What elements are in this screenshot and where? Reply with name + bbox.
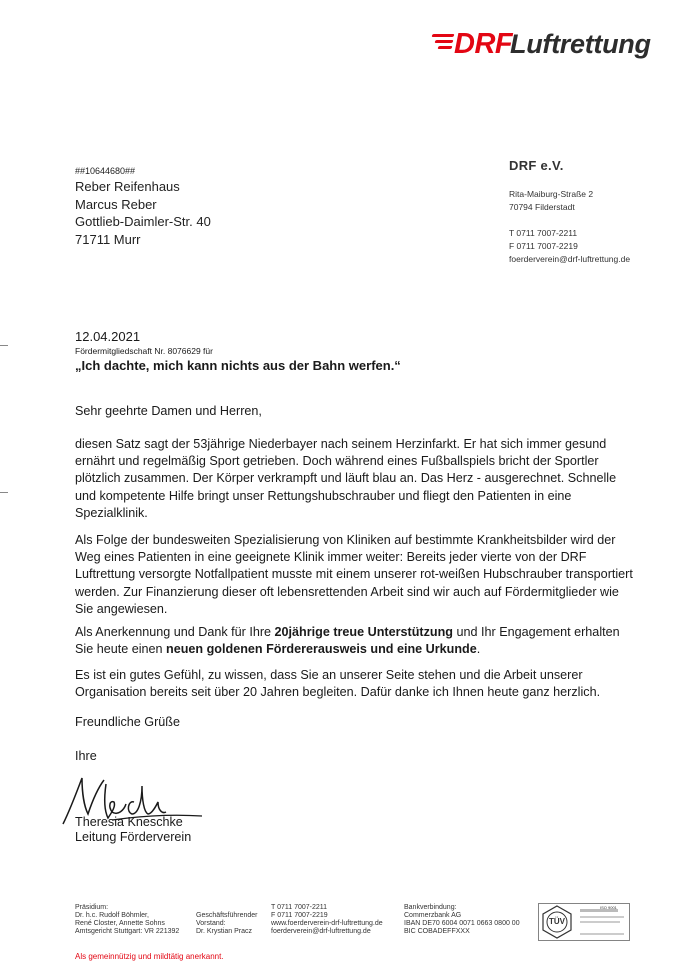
footer-iban: IBAN DE70 6004 0071 0663 0800 00 <box>404 920 520 927</box>
punch-mark <box>0 492 8 493</box>
sender-fax: F 0711 7007-2219 <box>509 241 578 251</box>
footer-executive <box>196 904 257 936</box>
closing: Freundliche Grüße <box>75 715 180 729</box>
footer-bic: BIC COBADEFFXXX <box>404 928 470 935</box>
footer-bank-name: Commerzbank AG <box>404 912 462 919</box>
paragraph-2: Als Folge der bundesweiten Spezialisierung von Kliniken auf bestimmte Krankheitsbilder wird der Weg eines Patienten in eine geeignete Klinik immer weiter: Bereits jeder vierte von der DRF Luftrettung versorgte Notfallpatient musste mit einem unserer rot-weißen Hubschrauber transportiert werden. Zur Finanzierung dieser oft lebensrettenden Arbeit sind wir auch auf Fördermitglieder wie Sie angewiesen. <box>75 533 633 616</box>
footer-fax: F 0711 7007-2219 <box>271 912 328 919</box>
letter-date: 12.04.2021 <box>75 329 141 344</box>
letter-subject: „Ich dachte, mich kann nichts aus der Bahn werfen.“ <box>75 358 401 373</box>
signature-prefix: Ihre <box>75 749 97 763</box>
logo-drf-text: DRF <box>454 28 513 60</box>
recipient-line-street: Gottlieb-Daimler-Str. 40 <box>75 214 211 229</box>
recipient-id: ##10644680## <box>75 166 136 176</box>
recipient-line-company: Reber Reifenhaus <box>75 179 180 194</box>
footer-board-line: René Closter, Annette Sohns <box>75 920 165 927</box>
tuv-label: TÜV <box>549 917 565 926</box>
logo-luftrettung-text: Luftrettung <box>510 29 651 59</box>
charity-status: Als gemeinnützig und mildtätig anerkannt. <box>75 952 224 961</box>
sender-street: Rita-Maiburg-Straße 2 <box>509 189 594 199</box>
tuv-certification-seal <box>538 903 630 941</box>
membership-number: Fördermitgliedschaft Nr. 8076629 für <box>75 346 213 356</box>
sender-city: 70794 Filderstadt <box>509 202 575 212</box>
footer-bank-title: Bankverbindung: <box>404 904 457 911</box>
footer-exec-name: Dr. Krystian Pracz <box>196 928 253 935</box>
footer-bank <box>404 904 520 936</box>
footer-phone: T 0711 7007-2211 <box>271 904 328 911</box>
sender-email: foerderverein@drf-luftrettung.de <box>509 254 631 264</box>
footer-court-register: Amtsgericht Stuttgart: VR 221392 <box>75 928 180 935</box>
sender-phone: T 0711 7007-2211 <box>509 228 578 238</box>
salutation: Sehr geehrte Damen und Herren, <box>75 404 262 418</box>
signatory-role: Leitung Förderverein <box>75 830 192 844</box>
fold-mark <box>0 345 8 346</box>
footer-board <box>75 904 179 936</box>
recipient-line-city: 71711 Murr <box>75 232 141 247</box>
iso-label: ISO 9001 <box>600 905 617 910</box>
footer-website-link[interactable]: www.foerderverein-drf-luftrettung.de <box>271 920 383 927</box>
p3-bold-card: neuen goldenen Fördererausweis und eine Urkunde <box>166 642 477 657</box>
paragraph-4: Es ist ein gutes Gefühl, zu wissen, dass Sie an unserer Seite stehen und die Arbeit unserer Organisation bereits seit über 20 Jahren begleiten. Dafür danke ich Ihnen heute ganz herzlich. <box>75 668 601 700</box>
footer-exec-title: Vorstand: <box>196 920 226 927</box>
p3-text-a: Als Anerkennung und Dank für Ihre <box>75 625 275 639</box>
footer-contact <box>271 904 383 936</box>
footer-spacer <box>196 904 257 912</box>
paragraph-3 <box>75 624 635 658</box>
p3-bold-loyalty: 20jährige treue Unterstützung <box>274 625 453 639</box>
p3-text-e: . <box>476 642 481 657</box>
footer-email-link[interactable]: foerderverein@drf-luftrettung.de <box>271 928 371 935</box>
sender-name: DRF e.V. <box>509 158 564 173</box>
drf-logo <box>430 26 651 62</box>
footer-board-title: Präsidium: <box>75 904 109 911</box>
p3-text-c: und Ihr Engagement erhalten Sie heute einen <box>75 625 620 657</box>
footer-board-line: Dr. h.c. Rudolf Böhmler, <box>75 912 149 919</box>
paragraph-1: diesen Satz sagt der 53jährige Niederbayer nach seinem Herzinfarkt. Er hat sich immer gesund ernährt und regelmäßig Sport getrieben. Doch während eines Fußballspiels bricht der Sportler plötzlich zusammen. Der Körper verkrampft und läuft blau an. Das Herz - ausgerechnet. Schnelle und kompetente Hilfe bringt unser Rettungshubschrauber und fliegt den Patienten in eine Spezialklinik. <box>75 437 617 520</box>
footer-exec-title: Geschäftsführender <box>196 912 258 919</box>
signatory-name: Theresia Kneschke <box>75 815 183 829</box>
recipient-line-person: Marcus Reber <box>75 197 157 212</box>
